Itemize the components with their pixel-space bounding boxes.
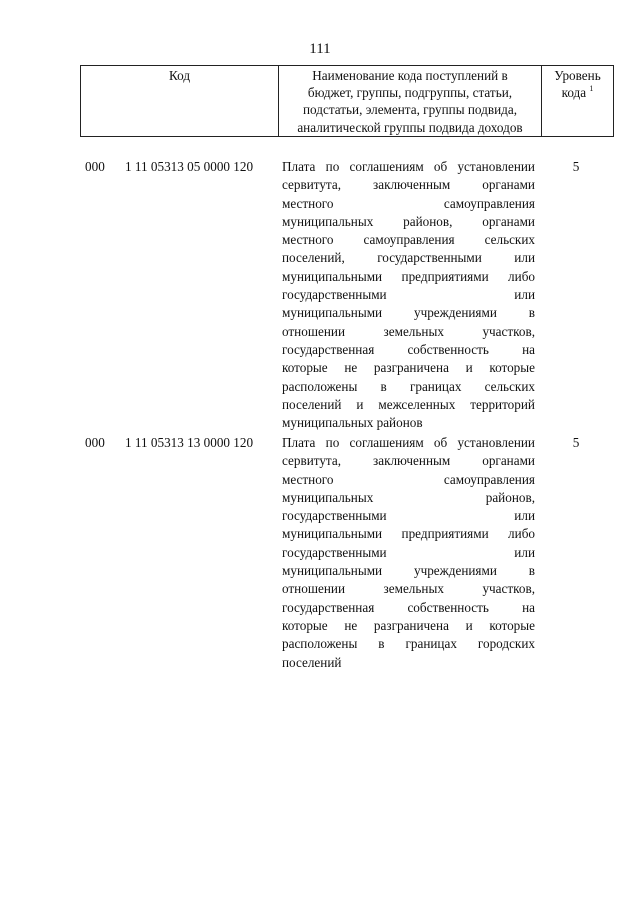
row-name-line: отношении земельных участков, [282, 323, 535, 339]
row-name-line: муниципальными учреждениями в [282, 305, 535, 321]
row-name [282, 434, 535, 672]
header-name-line: подстатьи, элемента, группы подвида, [303, 102, 517, 118]
header-name-cell [279, 66, 542, 137]
row-prefix: 000 [85, 435, 105, 450]
row-name-line: расположены в границах городских [282, 636, 535, 652]
row-name-line: местного самоуправления [282, 471, 535, 487]
row-name-line: которые не разграничена и которые [282, 360, 535, 376]
row-name-line: местного самоуправления [282, 195, 535, 211]
header-level-line1: Уровень [554, 68, 601, 83]
header-code-cell [81, 66, 279, 137]
row-name-line: Плата по соглашениям об установлении [282, 435, 535, 450]
header-level-cell [542, 66, 614, 137]
header-name-line: Наименование кода поступлений в [312, 68, 508, 83]
header-name-line: бюджет, группы, подгруппы, статьи, [307, 85, 513, 101]
header-code-label: Код [168, 68, 191, 83]
header-level-line2 [542, 84, 613, 101]
row-name-line: государственная собственность на [282, 341, 535, 357]
row-name-line: государственными или [282, 508, 535, 524]
table-header [80, 65, 614, 137]
row-name-line: государственными или [282, 287, 535, 303]
row-name-line: отношении земельных участков, [282, 581, 535, 597]
header-name-line: аналитической группы подвида доходов [297, 119, 523, 135]
row-name-line: муниципальными учреждениями в [282, 563, 535, 579]
row-name-line: государственными или [282, 544, 535, 560]
row-name-line: поселений, государственными или [282, 250, 535, 266]
page-number: 111 [309, 41, 331, 57]
row-name-line: государственная собственность на [282, 599, 535, 615]
row-name [282, 158, 535, 432]
row-level: 5 [572, 159, 580, 174]
row-name-line: муниципальных районов, органами [282, 213, 535, 229]
row-name-line: поселений [282, 654, 342, 670]
row-name-line: которые не разграничена и которые [282, 617, 535, 633]
row-level: 5 [572, 435, 580, 450]
row-name-line: муниципальными предприятиями либо [282, 268, 535, 284]
row-name-line: муниципальных районов, [282, 489, 535, 505]
row-name-line: муниципальными предприятиями либо [282, 526, 535, 542]
row-name-line: местного самоуправления сельских [282, 232, 535, 248]
row-prefix: 000 [85, 159, 105, 174]
row-name-line: Плата по соглашениям об установлении [282, 159, 535, 174]
row-name-line: поселений и межселенных территорий [282, 396, 535, 412]
row-name-line: расположены в границах сельских [282, 378, 535, 394]
row-name-line: сервитута, заключенным органами [282, 453, 535, 469]
row-name-line: сервитута, заключенным органами [282, 177, 535, 193]
footnote-marker: 1 [589, 83, 594, 93]
row-code: 1 11 05313 05 0000 120 [125, 159, 254, 174]
row-code: 1 11 05313 13 0000 120 [125, 435, 254, 450]
row-name-line: муниципальных районов [282, 415, 423, 431]
header-level-label: кода [561, 85, 587, 101]
